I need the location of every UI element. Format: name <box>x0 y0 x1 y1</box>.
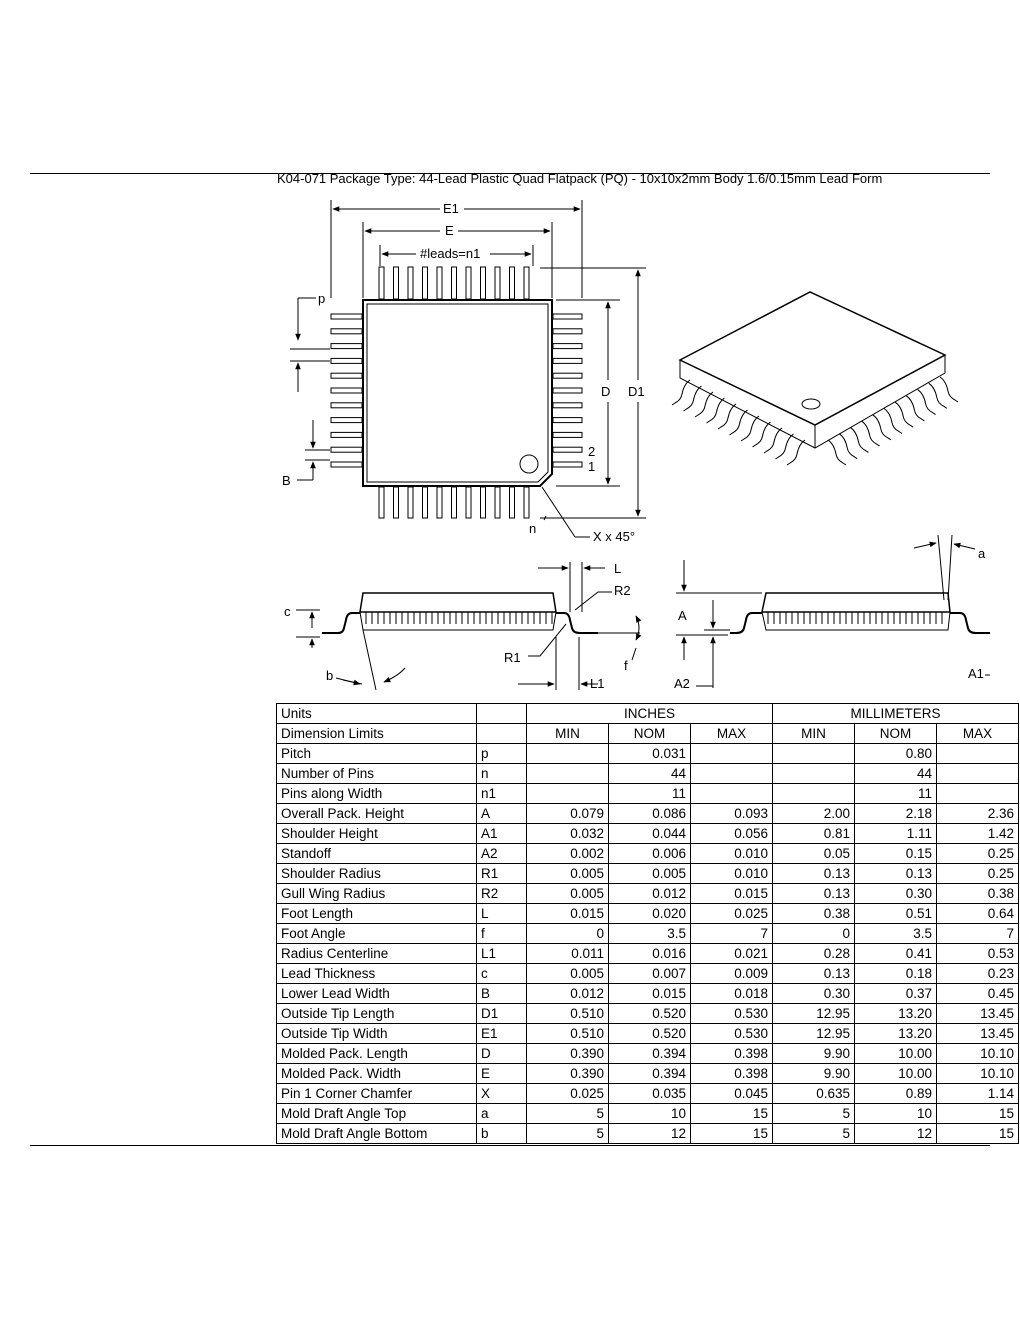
lead <box>331 432 362 437</box>
dimension-value <box>691 744 773 764</box>
dimension-value: 0.05 <box>773 844 855 864</box>
dimension-name: Lead Thickness <box>277 964 477 984</box>
dimension-value: 0.510 <box>527 1004 609 1024</box>
side-lead-ticks-right <box>768 612 942 624</box>
dimension-value: 3.5 <box>855 924 937 944</box>
dimension-value: 10 <box>609 1104 691 1124</box>
dimension-value: 5 <box>527 1104 609 1124</box>
dimension-name: Molded Pack. Length <box>277 1044 477 1064</box>
side-view-left <box>296 562 640 690</box>
dimension-value: 10.10 <box>937 1064 1019 1084</box>
lead <box>331 344 362 349</box>
dimension-symbol: A <box>477 804 527 824</box>
dimension-value: 0.530 <box>691 1004 773 1024</box>
pin1-marker <box>520 455 538 473</box>
right-leads <box>553 314 582 467</box>
dimension-value: 12.95 <box>773 1024 855 1044</box>
dimension-value: 0.53 <box>937 944 1019 964</box>
dimension-value: 0.035 <box>609 1084 691 1104</box>
dimension-value: 0.012 <box>527 984 609 1004</box>
dimension-value: 0.520 <box>609 1004 691 1024</box>
dimension-value: 0.016 <box>609 944 691 964</box>
dimension-value <box>937 764 1019 784</box>
left-leads <box>331 314 362 467</box>
dimension-name: Mold Draft Angle Bottom <box>277 1124 477 1144</box>
lead <box>495 267 500 299</box>
dimension-value: 0.045 <box>691 1084 773 1104</box>
dimension-value: 0.086 <box>609 804 691 824</box>
dimension-value: 3.5 <box>609 924 691 944</box>
dimension-value <box>527 784 609 804</box>
lead <box>495 487 500 518</box>
dimension-value: 0.021 <box>691 944 773 964</box>
dimension-value: 0.510 <box>527 1024 609 1044</box>
dimension-value: 0.80 <box>855 744 937 764</box>
dimension-name: Standoff <box>277 844 477 864</box>
dimension-value: 1.14 <box>937 1084 1019 1104</box>
dimension-value: 13.20 <box>855 1004 937 1024</box>
dimension-value <box>937 784 1019 804</box>
dimension-value <box>527 764 609 784</box>
dimension-value: 0.018 <box>691 984 773 1004</box>
label-d1: D1 <box>628 384 645 399</box>
dimension-name: Outside Tip Length <box>277 1004 477 1024</box>
dimension-value: 0.025 <box>691 904 773 924</box>
dimension-value: 10.00 <box>855 1044 937 1064</box>
side-lead-ticks <box>366 612 552 624</box>
table-units-row <box>277 704 1019 724</box>
iso-lead <box>741 416 759 441</box>
dimension-value: 0.020 <box>609 904 691 924</box>
dimension-value: 0.13 <box>773 884 855 904</box>
dimension-value: 0.031 <box>609 744 691 764</box>
dimension-value: 5 <box>773 1104 855 1124</box>
lead <box>466 487 471 518</box>
lead <box>481 267 486 299</box>
dimension-value: 0.394 <box>609 1064 691 1084</box>
inches-header: INCHES <box>527 704 773 724</box>
dimension-value: 0.25 <box>937 844 1019 864</box>
iso-lead <box>787 440 805 465</box>
lead <box>452 487 457 518</box>
dimension-value: 0.006 <box>609 844 691 864</box>
lead <box>524 267 529 299</box>
bottom-leads <box>379 487 529 518</box>
dimension-symbol: n <box>477 764 527 784</box>
dimension-value: 0.015 <box>609 984 691 1004</box>
dimension-name: Radius Centerline <box>277 944 477 964</box>
lead <box>553 403 582 408</box>
iso-lead <box>884 409 902 434</box>
dimension-value: 0.398 <box>691 1044 773 1064</box>
lead <box>553 388 582 393</box>
lead <box>379 267 384 299</box>
label-pin1: 1 <box>588 459 596 474</box>
dimension-value: 0.520 <box>609 1024 691 1044</box>
dimension-value <box>773 764 855 784</box>
dimension-value: 0.398 <box>691 1064 773 1084</box>
dimension-value: 7 <box>937 924 1019 944</box>
table-row <box>277 904 1019 924</box>
package-body <box>363 300 552 486</box>
label-b-lower: b <box>326 668 334 683</box>
dimension-value: 0.011 <box>527 944 609 964</box>
subhead-mm-min: MIN <box>773 724 855 744</box>
dimension-symbol: L1 <box>477 944 527 964</box>
dimension-symbol: f <box>477 924 527 944</box>
label-leads: #leads=n1 <box>420 246 481 261</box>
dimension-name: Overall Pack. Height <box>277 804 477 824</box>
label-a2: A2 <box>674 676 690 691</box>
millimeters-header: MILLIMETERS <box>773 704 1019 724</box>
label-a: A <box>678 608 687 623</box>
isometric-view <box>672 292 958 465</box>
dimension-value: 10.10 <box>937 1044 1019 1064</box>
label-r1: R1 <box>504 650 521 665</box>
dimension-value: 0.81 <box>773 824 855 844</box>
dimension-symbol: R2 <box>477 884 527 904</box>
lead <box>437 487 442 518</box>
label-f: f <box>624 658 628 673</box>
table-row <box>277 1064 1019 1084</box>
iso-lead <box>862 421 880 446</box>
table-row <box>277 824 1019 844</box>
dimension-symbol: X <box>477 1084 527 1104</box>
dimension-value: 0.13 <box>773 964 855 984</box>
top-leads <box>379 267 529 299</box>
dimension-value: 0.390 <box>527 1044 609 1064</box>
dimension-symbol: n1 <box>477 784 527 804</box>
dimension-name: Molded Pack. Width <box>277 1064 477 1084</box>
dimension-value: 0.89 <box>855 1084 937 1104</box>
dimension-value: 44 <box>609 764 691 784</box>
dimension-limits-label: Dimension Limits <box>277 724 477 744</box>
dimension-symbol: a <box>477 1104 527 1124</box>
dimension-value: 12 <box>855 1124 937 1144</box>
lead <box>331 403 362 408</box>
dimension-name: Gull Wing Radius <box>277 884 477 904</box>
label-n: n <box>529 521 537 536</box>
lead <box>394 267 399 299</box>
table-row <box>277 964 1019 984</box>
lead <box>331 314 362 319</box>
dimension-name: Pitch <box>277 744 477 764</box>
dimension-value: 0.64 <box>937 904 1019 924</box>
iso-lead <box>850 427 868 452</box>
label-b-upper: B <box>282 473 291 488</box>
dimension-table-container <box>276 703 1015 1147</box>
lead <box>408 487 413 518</box>
table-row <box>277 1004 1019 1024</box>
dimension-symbol: A2 <box>477 844 527 864</box>
iso-lead <box>684 386 702 411</box>
dimension-value: 0.044 <box>609 824 691 844</box>
subhead-in-max: MAX <box>691 724 773 744</box>
lead <box>553 462 582 467</box>
dimension-value: 11 <box>609 784 691 804</box>
dimension-value: 0.23 <box>937 964 1019 984</box>
dimension-name: Shoulder Radius <box>277 864 477 884</box>
lead <box>524 487 529 518</box>
lead <box>394 487 399 518</box>
dimension-symbol: B <box>477 984 527 1004</box>
table-row <box>277 1084 1019 1104</box>
label-a1: A1 <box>968 666 984 681</box>
dimension-value <box>773 784 855 804</box>
dimension-value: 15 <box>691 1104 773 1124</box>
dimension-name: Outside Tip Width <box>277 1024 477 1044</box>
dimension-value: 9.90 <box>773 1044 855 1064</box>
dimension-name: Number of Pins <box>277 764 477 784</box>
dimension-value: 13.45 <box>937 1024 1019 1044</box>
dimension-value: 0.009 <box>691 964 773 984</box>
table-row <box>277 1024 1019 1044</box>
table-row <box>277 764 1019 784</box>
dimension-value: 0.056 <box>691 824 773 844</box>
dimension-value: 0.005 <box>527 864 609 884</box>
table-row <box>277 804 1019 824</box>
dimension-value: 0 <box>527 924 609 944</box>
units-label: Units <box>277 704 477 724</box>
iso-lead <box>764 428 782 453</box>
lead <box>408 267 413 299</box>
dimension-symbol: E1 <box>477 1024 527 1044</box>
dimension-symbol: b <box>477 1124 527 1144</box>
lead <box>510 487 515 518</box>
dimension-value: 2.18 <box>855 804 937 824</box>
package-title: K04-071 Package Type: 44-Lead Plastic Quad Flatpack (PQ) - 10x10x2mm Body 1.6/0.15mm Lead Form <box>277 171 883 186</box>
lead <box>331 373 362 378</box>
dimension-value: 0.093 <box>691 804 773 824</box>
lead <box>452 267 457 299</box>
dimension-value: 0.015 <box>527 904 609 924</box>
table-row <box>277 744 1019 764</box>
label-l: L <box>614 561 622 576</box>
dimension-value: 0.45 <box>937 984 1019 1004</box>
dimension-value: 0.635 <box>773 1084 855 1104</box>
table-row <box>277 1124 1019 1144</box>
dimension-value: 0.012 <box>609 884 691 904</box>
lead <box>553 344 582 349</box>
dimension-value: 0.13 <box>773 864 855 884</box>
dimension-value: 11 <box>855 784 937 804</box>
lead <box>331 388 362 393</box>
dimension-value: 12.95 <box>773 1004 855 1024</box>
dimension-value: 0.010 <box>691 844 773 864</box>
dimension-value <box>691 784 773 804</box>
lead <box>553 447 582 452</box>
lead <box>331 358 362 363</box>
dimension-name: Foot Length <box>277 904 477 924</box>
iso-lead <box>672 380 690 405</box>
dimension-symbol: E <box>477 1064 527 1084</box>
dimension-value: 13.45 <box>937 1004 1019 1024</box>
iso-lead <box>730 410 748 435</box>
dimension-value <box>527 744 609 764</box>
dimension-value: 0 <box>773 924 855 944</box>
dimension-value: 0.37 <box>855 984 937 1004</box>
lead <box>553 329 582 334</box>
side-view-right <box>676 535 990 688</box>
dimension-value: 0.005 <box>527 964 609 984</box>
iso-lead <box>828 440 846 465</box>
label-r2: R2 <box>614 583 631 598</box>
iso-lead <box>940 377 958 402</box>
lead <box>331 447 362 452</box>
table-row <box>277 944 1019 964</box>
dimension-value: 0.13 <box>855 864 937 884</box>
dimension-value: 0.010 <box>691 864 773 884</box>
dimension-value: 10.00 <box>855 1064 937 1084</box>
dimension-value: 0.390 <box>527 1064 609 1084</box>
lead <box>553 418 582 423</box>
dimension-value: 1.11 <box>855 824 937 844</box>
table-row <box>277 984 1019 1004</box>
lead <box>331 329 362 334</box>
iso-lead <box>753 422 771 447</box>
label-l1: L1 <box>590 676 605 691</box>
dimension-symbol: A1 <box>477 824 527 844</box>
lead <box>553 314 582 319</box>
iso-lead <box>929 383 947 408</box>
dimension-value: 0.51 <box>855 904 937 924</box>
dimension-value: 0.30 <box>773 984 855 1004</box>
dimension-symbol: c <box>477 964 527 984</box>
dimension-name: Pin 1 Corner Chamfer <box>277 1084 477 1104</box>
lead <box>423 487 428 518</box>
table-row <box>277 924 1019 944</box>
dimension-value: 10 <box>855 1104 937 1124</box>
label-e1: E1 <box>443 201 459 216</box>
dimension-name: Mold Draft Angle Top <box>277 1104 477 1124</box>
iso-lead <box>918 390 936 415</box>
label-a-angle: a <box>978 546 986 561</box>
dimension-value: 13.20 <box>855 1024 937 1044</box>
table-row <box>277 1044 1019 1064</box>
lead <box>379 487 384 518</box>
lead <box>553 373 582 378</box>
iso-lead <box>895 402 913 427</box>
dimension-value: 2.36 <box>937 804 1019 824</box>
dimension-value: 15 <box>937 1104 1019 1124</box>
dimension-value: 1.42 <box>937 824 1019 844</box>
dimension-value <box>691 764 773 784</box>
label-p: p <box>318 291 326 306</box>
lead <box>331 418 362 423</box>
dimension-value: 7 <box>691 924 773 944</box>
dimension-value: 0.005 <box>527 884 609 904</box>
dimension-value: 5 <box>527 1124 609 1144</box>
subhead-mm-nom: NOM <box>855 724 937 744</box>
table-row <box>277 884 1019 904</box>
lead <box>437 267 442 299</box>
lead <box>481 487 486 518</box>
label-c: c <box>284 604 291 619</box>
dimension-symbol: p <box>477 744 527 764</box>
iso-lead <box>873 415 891 440</box>
bottom-rule <box>30 1145 990 1146</box>
lead <box>331 462 362 467</box>
dimension-table <box>276 703 1019 1144</box>
subhead-in-min: MIN <box>527 724 609 744</box>
dimension-name: Foot Angle <box>277 924 477 944</box>
label-d: D <box>601 384 611 399</box>
dimension-symbol: R1 <box>477 864 527 884</box>
label-e: E <box>445 223 454 238</box>
dimension-value: 15 <box>691 1124 773 1144</box>
dimension-name: Lower Lead Width <box>277 984 477 1004</box>
dimension-value: 0.41 <box>855 944 937 964</box>
dimension-value: 0.032 <box>527 824 609 844</box>
iso-leads-right <box>828 377 958 465</box>
dimension-value <box>937 744 1019 764</box>
label-chamfer: X x 45° <box>593 529 636 544</box>
table-row <box>277 844 1019 864</box>
lead <box>510 267 515 299</box>
label-pin2: 2 <box>588 444 596 459</box>
table-row <box>277 864 1019 884</box>
dimension-value: 44 <box>855 764 937 784</box>
table-row <box>277 1104 1019 1124</box>
dimension-value: 0.30 <box>855 884 937 904</box>
dimension-symbol: D <box>477 1044 527 1064</box>
dimension-value: 0.15 <box>855 844 937 864</box>
dimension-value: 0.015 <box>691 884 773 904</box>
subhead-mm-max: MAX <box>937 724 1019 744</box>
dimension-symbol: L <box>477 904 527 924</box>
table-row <box>277 784 1019 804</box>
dimension-value: 0.007 <box>609 964 691 984</box>
dimension-value: 0.38 <box>937 884 1019 904</box>
dimension-value: 0.38 <box>773 904 855 924</box>
dimension-value: 0.18 <box>855 964 937 984</box>
dimension-value: 0.28 <box>773 944 855 964</box>
lead <box>553 432 582 437</box>
dimension-value: 0.002 <box>527 844 609 864</box>
dimension-value: 0.005 <box>609 864 691 884</box>
table-limits-row <box>277 724 1019 744</box>
dimension-value: 15 <box>937 1124 1019 1144</box>
iso-lead <box>906 396 924 421</box>
dimension-value: 0.530 <box>691 1024 773 1044</box>
dimension-value: 0.025 <box>527 1084 609 1104</box>
dimension-value: 0.079 <box>527 804 609 824</box>
dimension-value: 12 <box>609 1124 691 1144</box>
dimension-value: 5 <box>773 1124 855 1144</box>
dimension-value: 2.00 <box>773 804 855 824</box>
lead <box>466 267 471 299</box>
iso-lead <box>718 404 736 429</box>
dimension-value: 0.25 <box>937 864 1019 884</box>
subhead-in-nom: NOM <box>609 724 691 744</box>
iso-leads-left <box>672 380 805 465</box>
dimension-name: Shoulder Height <box>277 824 477 844</box>
dimension-value <box>773 744 855 764</box>
iso-lead <box>707 398 725 423</box>
iso-lead <box>776 434 794 459</box>
lead <box>553 358 582 363</box>
iso-lead <box>695 392 713 417</box>
lead <box>423 267 428 299</box>
dimension-name: Pins along Width <box>277 784 477 804</box>
dimension-symbol: D1 <box>477 1004 527 1024</box>
iso-lead <box>839 434 857 459</box>
dimension-value: 0.394 <box>609 1044 691 1064</box>
dimension-value: 9.90 <box>773 1064 855 1084</box>
